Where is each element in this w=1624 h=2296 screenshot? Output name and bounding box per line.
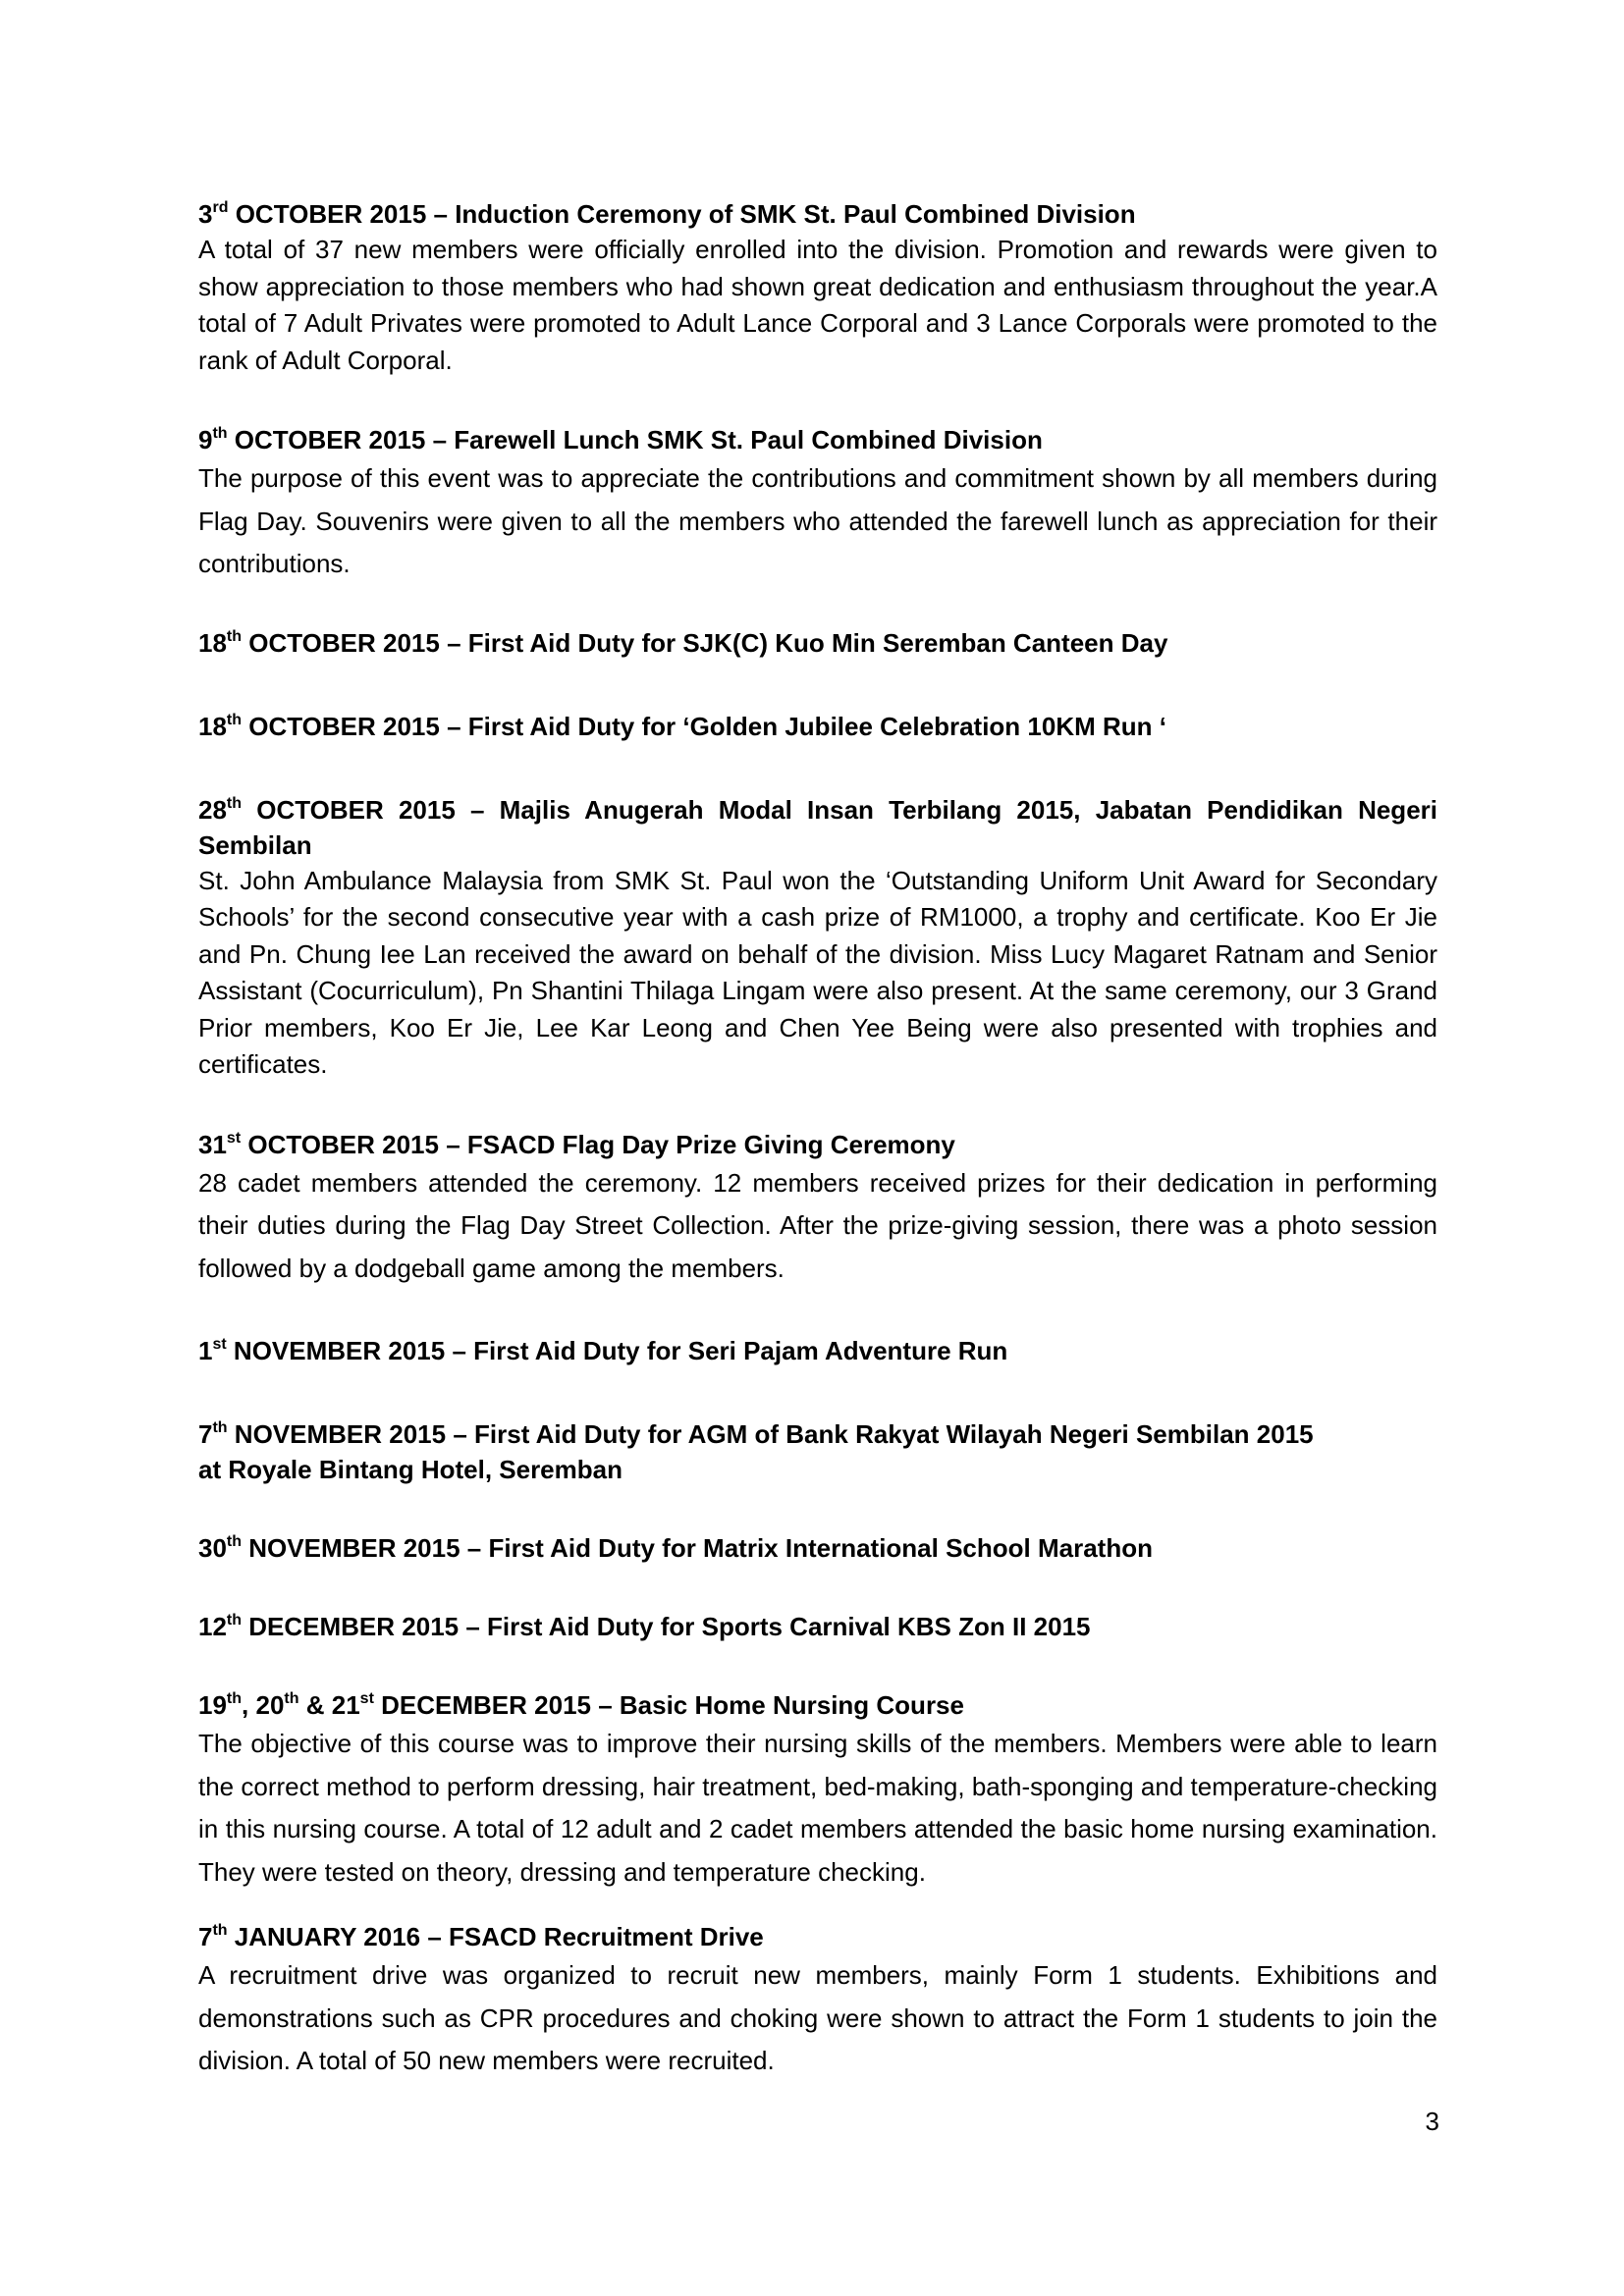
page-number: 3	[1425, 2107, 1439, 2136]
event-title: OCTOBER 2015 – First Aid Duty for SJK(C) Kuo Min Seremban Canteen Day	[242, 627, 1168, 658]
event-date-separator: &	[298, 1690, 332, 1720]
event-entry	[198, 1609, 1437, 1644]
event-title: DECEMBER 2015 – Basic Home Nursing Course	[373, 1690, 964, 1720]
event-heading	[198, 1687, 1437, 1723]
event-heading	[198, 196, 1437, 232]
event-description: A total of 37 new members were officially enrolled into the division. Promotion and rewards were given to show appreciation to those members who had shown great dedication and enthusiasm throughout the year.A total of 7 Adult Privates were promoted to Adult Lance Corporal and 3 Lance Corporals were promoted to the rank of Adult Corporal.	[198, 235, 1437, 375]
event-title: JANUARY 2016 – FSACD Recruitment Drive	[227, 1922, 764, 1951]
event-day: 12	[198, 1612, 227, 1641]
event-ordinal: rd	[212, 199, 229, 216]
event-entry	[198, 196, 1437, 379]
event-entry	[198, 1333, 1437, 1368]
event-heading	[198, 1416, 1437, 1452]
event-ordinal: th	[284, 1690, 299, 1707]
event-heading	[198, 709, 1437, 744]
event-day: 1	[198, 1336, 213, 1365]
event-ordinal: th	[226, 1690, 243, 1707]
event-entry	[198, 1127, 1437, 1291]
event-title: OCTOBER 2015 – Induction Ceremony of SMK St. Paul Combined Division	[228, 199, 1136, 229]
event-ordinal: st	[226, 1129, 242, 1147]
event-heading	[198, 422, 1437, 457]
event-heading	[198, 1919, 1437, 1954]
event-ordinal: th	[226, 1533, 243, 1550]
event-day: 9	[198, 425, 213, 454]
event-description: 28 cadet members attended the ceremony. 12 members received prizes for their dedication in performing their duties during the Flag Day Street Collection. After the prize-giving session, there was a photo session followed by a dodgeball game among the members.	[198, 1167, 1437, 1283]
event-day: 21	[331, 1690, 360, 1720]
event-day: 7	[198, 1922, 213, 1951]
event-ordinal: th	[226, 794, 243, 812]
event-title: NOVEMBER 2015 – First Aid Duty for Seri Pajam Adventure Run	[226, 1336, 1008, 1365]
event-title: DECEMBER 2015 – First Aid Duty for Sports Carnival KBS Zon II 2015	[242, 1612, 1091, 1641]
event-heading	[198, 1127, 1437, 1162]
event-day: 20	[255, 1690, 285, 1720]
event-title: OCTOBER 2015 – Majlis Anugerah Modal Insan Terbilang 2015, Jabatan Pendidikan Negeri Sembilan	[198, 794, 1437, 860]
event-day: 7	[198, 1419, 213, 1449]
event-description: St. John Ambulance Malaysia from SMK St. Paul won the ‘Outstanding Uniform Unit Award for Secondary Schools’ for the second consecutive year with a cash prize of RM1000, a trophy and certificate. Koo Er Jie and Pn. Chung Iee Lan received the award on behalf of the division. Miss Lucy Magaret Ratnam and Senior Assistant (Cocurriculum), Pn Shantini Thilaga Lingam were also present. At the same ceremony, our 3 Grand Prior members, Koo Er Jie, Lee Kar Leong and Chen Yee Being were also presented with trophies and certificates.	[198, 865, 1437, 1079]
event-heading	[198, 1530, 1437, 1566]
event-day: 31	[198, 1129, 227, 1159]
event-entry	[198, 1416, 1437, 1487]
event-entry	[198, 709, 1437, 744]
event-entry	[198, 422, 1437, 586]
event-entry	[198, 1530, 1437, 1566]
event-ordinal: th	[226, 627, 243, 645]
event-description: A recruitment drive was organized to recruit new members, mainly Form 1 students. Exhibitions and demonstrations such as CPR procedures and choking were shown to attract the Form 1 students to join the division. A total of 50 new members were recruited.	[198, 1960, 1437, 2075]
event-description: The objective of this course was to improve their nursing skills of the members. Members were able to learn the correct method to perform dressing, hair treatment, bed-making, bath-sponging and temperature-checking in this nursing course. A total of 12 adult and 2 cadet members attended the basic home nursing examination. They were tested on theory, dressing and temperature checking.	[198, 1729, 1437, 1887]
event-title: NOVEMBER 2015 – First Aid Duty for Matrix International School Marathon	[242, 1533, 1153, 1563]
event-ordinal: st	[212, 1336, 227, 1353]
event-description: The purpose of this event was to appreciate the contributions and commitment shown by all members during Flag Day. Souvenirs were given to all the members who attended the farewell lunch as appreciation for their contributions.	[198, 463, 1437, 578]
event-title: OCTOBER 2015 – FSACD Flag Day Prize Giving Ceremony	[241, 1129, 955, 1159]
event-ordinal: th	[212, 1922, 228, 1939]
event-day: 18	[198, 627, 227, 658]
event-title: NOVEMBER 2015 – First Aid Duty for AGM of Bank Rakyat Wilayah Negeri Sembilan 2015	[227, 1419, 1314, 1449]
event-entry	[198, 792, 1437, 1084]
event-ordinal: th	[212, 1419, 228, 1436]
event-entry	[198, 1687, 1437, 1894]
event-title: OCTOBER 2015 – First Aid Duty for ‘Golden Jubilee Celebration 10KM Run ‘	[242, 711, 1166, 741]
event-entry	[198, 625, 1437, 661]
event-heading	[198, 792, 1437, 863]
event-day: 18	[198, 711, 227, 741]
event-ordinal: th	[226, 711, 243, 728]
event-entry	[198, 1919, 1437, 2083]
event-day: 3	[198, 199, 213, 229]
event-heading-continued: at Royale Bintang Hotel, Seremban	[198, 1455, 623, 1484]
event-ordinal: st	[359, 1690, 374, 1707]
event-day: 28	[198, 794, 227, 825]
event-ordinal: th	[226, 1612, 243, 1629]
event-heading	[198, 625, 1437, 661]
event-heading	[198, 1609, 1437, 1644]
event-date-separator: ,	[242, 1690, 256, 1720]
event-heading	[198, 1333, 1437, 1368]
page-content	[198, 196, 1437, 2083]
event-title: OCTOBER 2015 – Farewell Lunch SMK St. Paul Combined Division	[227, 425, 1043, 454]
event-day: 19	[198, 1690, 227, 1720]
event-ordinal: th	[212, 425, 228, 442]
event-day: 30	[198, 1533, 227, 1563]
